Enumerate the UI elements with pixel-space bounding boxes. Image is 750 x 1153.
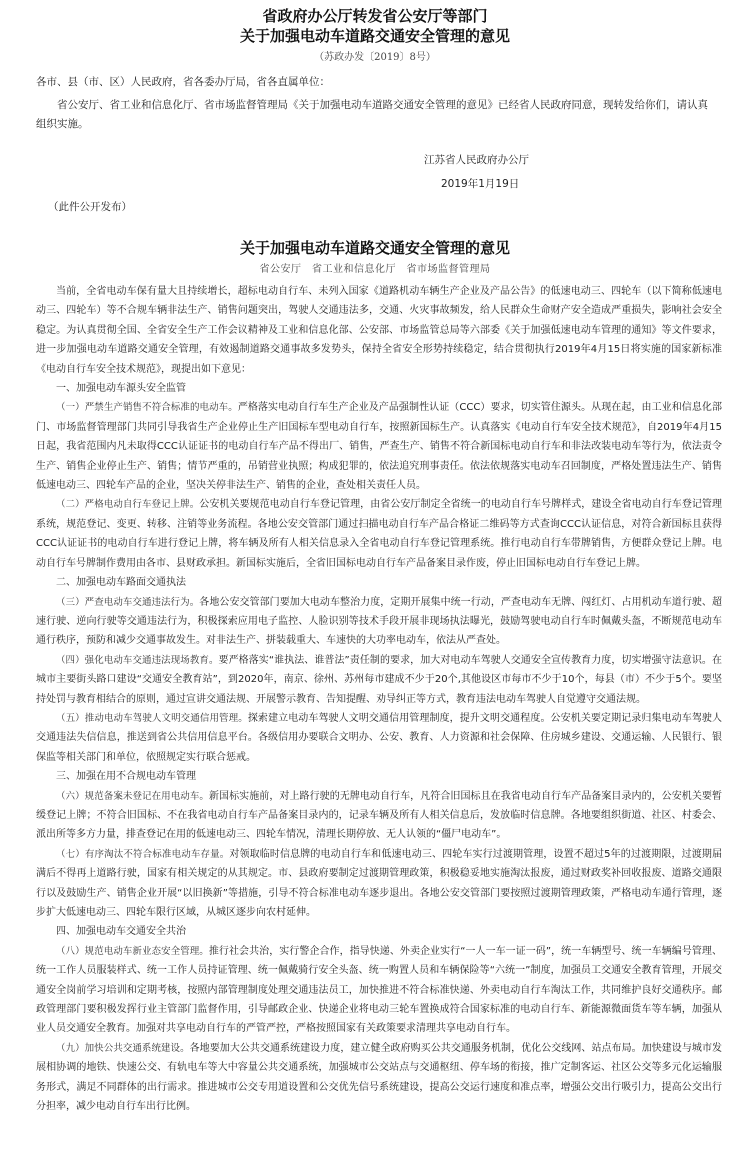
opinion-paragraph (36, 942, 722, 1039)
opinion-body (36, 282, 722, 1116)
opinion-title: 关于加强电动车道路交通安全管理的意见 (239, 239, 510, 257)
opinion-paragraph (36, 495, 722, 573)
opinion-paragraph (36, 593, 722, 651)
opinion-paragraph (36, 922, 722, 941)
paragraph-lead: （三）严查电动车交通违法行为。 (56, 596, 200, 608)
document-number: （苏政办发〔2019〕8号） (314, 52, 436, 63)
addressee: 各市、县（市、区）人民政府，省各委办厅局，省各直属单位： (36, 76, 330, 88)
opinion-paragraph (36, 845, 722, 923)
paragraph-lead: （四）强化电动车交通违法现场教育。 (56, 654, 219, 666)
opinion-paragraph (36, 398, 722, 495)
paragraph-text: 四、加强电动车交通安全共治 (56, 926, 186, 938)
paragraph-text: 推行社会共治，实行警企合作，指导快递、外卖企业实行“一人一车一证一码”，统一车辆型号、统一车辆编号管理、统一工作人员服装样式、统一工作人员持证管理、统一佩戴骑行安全头盔、统一购置人员和车辆保险等“六统一”制度，加强员工交通安全教育管理，开展交通安全岗前学习培训和定期考核，按照内部管理制度处理交通违法员工，加快推进不符合标准快递、外卖电动自行车淘汰工作，共同维护良好交通秩序。邮政管理部门要积极发挥行业主管部门监督作用，引导邮政企业、快递企业将电动三轮车置换成符合国家标准的电动自行车、新能源微面货车等车辆，加强从业人员交通安全教育。加强对共享电动自行车的严管严控，严格按照国家有关政策要求清理共享电动自行车。 (36, 945, 722, 1035)
opinion-paragraph (36, 651, 722, 709)
paragraph-lead: （一）严禁生产销售不符合标准的电动车。 (56, 402, 238, 414)
paragraph-text: 一、加强电动车源头安全监管 (56, 383, 186, 395)
signature-date: 2019年1月19日 (441, 178, 520, 190)
paragraph-text: 对领取临时信息牌的电动自行车和低速电动三、四轮车实行过渡期管理，设置不超过5年的过渡期限，过渡期届满后不得再上道路行驶，国家有相关规定的从其规定。市、县政府要制定过渡期管理政策，积极稳妥地实施淘汰报废，通过财政奖补回收报废、道路交通限行以及鼓励生产、销售企业开展“以旧换新”等措施，引导不符合标准电动车逐步退出。各地公安交管部门要按照过渡期管理政策，严格电动车通行管理，逐步扩大低速电动三、四轮车限行区域，从城区逐步向农村延伸。 (36, 848, 722, 918)
signature-org: 江苏省人民政府办公厅 (424, 154, 529, 166)
publish-note: （此件公开发布） (48, 201, 132, 213)
paragraph-lead: （七）有序淘汰不符合标准电动车存量。 (56, 848, 230, 860)
paragraph-text: 探索建立电动车驾驶人文明交通信用管理制度，提升文明交通程度。公安机关要定期记录归集电动车驾驶人交通违法失信信息，推送到省公共信用信息平台。各级信用办要联合文明办、公安、教育、人力资源和社会保障、住房城乡建设、交通运输、人民银行、银保监等相关部门和单位，依照规定实行联合惩戒。 (36, 712, 722, 763)
title-line-2: 关于加强电动车道路交通安全管理的意见 (239, 27, 510, 45)
title-line-1: 省政府办公厅转发省公安厅等部门 (262, 7, 488, 25)
paragraph-text: 要严格落实“谁执法、谁普法”责任制的要求，加大对电动车驾驶人交通安全宣传教育力度，切实增强守法意识。在城市主要街头路口建设“交通安全教育站”，到2020年，南京、徐州、苏州每市建成不少于20个,其他设区市每市不少于10个，每县（市）不少于5个。要坚持处罚与教育相结合的原则，通过宣讲交通法规、开展警示教育、告知提醒、劝导纠正等方式，教育违法电动车驾驶人自觉遵守交通法规。 (36, 654, 722, 705)
opinion-paragraph (36, 709, 722, 767)
paragraph-text: 三、加强在用不合规电动车管理 (56, 771, 196, 783)
paragraph-text: 二、加强电动车路面交通执法 (56, 577, 186, 589)
paragraph-lead: （二）严格电动自行车登记上牌。 (56, 499, 200, 511)
paragraph-lead: （八）规范电动车新业态安全管理。 (56, 945, 209, 957)
paragraph-lead: （六）规范备案未登记在用电动车。 (56, 790, 209, 802)
opinion-paragraph (36, 1039, 722, 1117)
paragraph-text: 各地公安交管部门要加大电动车整治力度，定期开展集中统一行动，严查电动车无牌、闯红灯、占用机动车道行驶、超速行驶、逆向行驶等交通违法行为，积极探索应用电子监控、人脸识别等技术手段开展非现场执法曝光，鼓励驾驶电动自行车时佩戴头盔，不断规范电动车通行秩序，预防和减少交通事故发生。对非法生产、拼装载重大、车速快的大功率电动车，依法从严查处。 (36, 596, 722, 647)
opinion-paragraph (36, 767, 722, 786)
paragraph-text: 当前，全省电动车保有量大且持续增长，超标电动自行车、未列入国家《道路机动车辆生产企业及产品公告》的低速电动三、四轮车（以下简称低速电动三、四轮车）等不合规车辆非法生产、销售问题突出，驾驶人交通违法多，交通、火灾事故频发，给人民群众生命财产安全造成严重损失，影响社会安全稳定。为认真贯彻全国、全省安全生产工作会议精神及工业和信息化部、公安部、市场监管总局等六部委《关于加强低速电动车管理的通知》等文件要求，进一步加强电动车道路交通安全管理，有效遏制道路交通事故多发势头，保持全省安全形势持续稳定，结合贯彻执行2019年4月15日将实施的国家新标准《电动自行车安全技术规范》，现提出如下意见： (36, 286, 722, 375)
opinion-paragraph (36, 573, 722, 592)
opinion-paragraph (36, 787, 722, 845)
opinion-departments: 省公安厅 省工业和信息化厅 省市场监督管理局 (259, 264, 491, 275)
paragraph-text: 各地要加大公共交通系统建设力度，建立健全政府购买公共交通服务机制，优化公交线网、站点布局。加快建设与城市发展相协调的地铁、快速公交、有轨电车等大中容量公共交通系统，加强城市公交站点与交通枢纽、停车场的衔接，推广定制客运、社区公交等多元化运输服务形式，满足不同群体的出行需求。推进城市公交专用道设置和公交优先信号系统建设，提高公交运行速度和准点率，增强公交出行吸引力，提高公交出行分担率，减少电动自行车出行比例。 (36, 1042, 722, 1113)
paragraph-lead: （五）推动电动车驾驶人文明交通信用管理。 (56, 712, 248, 724)
opinion-paragraph (36, 379, 722, 398)
paragraph-lead: （九）加快公共交通系统建设。 (56, 1042, 190, 1054)
paragraph-text: 公安机关要规范电动自行车登记管理，由省公安厅制定全省统一的电动自行车号牌样式，建设全省电动自行车登记管理系统，规范登记、变更、转移、注销等业务流程。各地公安交管部门通过扫描电动自行车产品合格证二维码等方式查询CCC认证信息，对符合新国标且获得CCC认证证书的电动自行车进行登记上牌，将车辆及所有人相关信息录入全省电动自行车登记管理系统。推行电动自行车带牌销售，方便群众登记上牌。电动自行车号牌制作费用由各市、县财政承担。新国标实施后，全省旧国标电动自行车产品备案目录作废，停止旧国标电动自行车登记上牌。 (36, 499, 722, 569)
opinion-paragraph (36, 282, 722, 379)
cover-paragraph: 省公安厅、省工业和信息化厅、省市场监督管理局《关于加强电动车道路交通安全管理的意见》已经省人民政府同意，现转发给你们，请认真组织实施。 (36, 99, 708, 130)
paragraph-text: 严格落实电动自行车生产企业及产品强制性认证（CCC）要求，切实管住源头。从现在起，由工业和信息化部门、市场监督管理部门共同引导我省生产企业停止生产旧国标车型电动自行车，按照新国标生产。认真落实《电动自行车安全技术规范》，自2019年4月15日起，我省范围内凡未取得CCC认证证书的电动自行车产品不得出厂、销售，严查生产、销售不符合新国标电动自行车和非法改装电动车等行为，依法责令生产、销售企业停止生产、销售；情节严重的，吊销营业执照；构成犯罪的，依法追究刑事责任。依法依规落实电动车召回制度，严格处置违法生产、销售低速电动三、四轮车产品的企业，坚决关停非法生产、销售的企业，查处相关责任人员。 (36, 402, 722, 492)
paragraph-text: 新国标实施前，对上路行驶的无牌电动自行车，凡符合旧国标且在我省电动自行车产品备案目录内的，公安机关要暂缓登记上牌；不符合旧国标、不在我省电动自行车产品备案目录内的，记录车辆及所有人相关信息后，发放临时信息牌。各地要组织街道、社区、村委会、派出所等多方力量，排查登记在用的低速电动三、四轮车情况，清理长期停放、无人认领的“僵尸电动车”。 (36, 790, 722, 841)
